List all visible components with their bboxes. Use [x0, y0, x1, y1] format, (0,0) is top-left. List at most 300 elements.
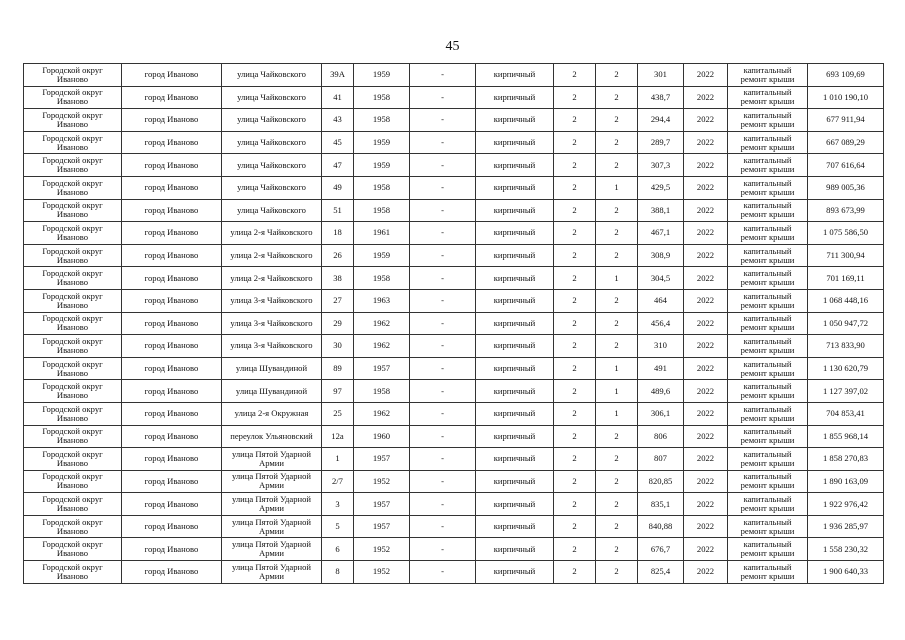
district-cell: Городской округ Иваново	[24, 470, 122, 493]
district-cell: Городской округ Иваново	[24, 244, 122, 267]
empty-value-cell: -	[410, 425, 476, 448]
wall-material-cell: кирпичный	[476, 109, 554, 132]
street-cell: улица Чайковского	[222, 109, 322, 132]
entrances-cell: 2	[596, 561, 638, 584]
plan-year-cell: 2022	[684, 64, 728, 87]
floors-cell: 2	[554, 154, 596, 177]
plan-year-cell: 2022	[684, 199, 728, 222]
work-type-cell: капитальный ремонт крыши	[728, 289, 808, 312]
district-cell: Городской округ Иваново	[24, 86, 122, 109]
plan-year-cell: 2022	[684, 561, 728, 584]
wall-material-cell: кирпичный	[476, 561, 554, 584]
build-year-cell: 1963	[354, 289, 410, 312]
floors-cell: 2	[554, 64, 596, 87]
house-number-cell: 49	[322, 176, 354, 199]
area-cell: 304,5	[638, 267, 684, 290]
floors-cell: 2	[554, 470, 596, 493]
street-cell: улица Шувандиной	[222, 357, 322, 380]
street-cell: улица Чайковского	[222, 64, 322, 87]
area-cell: 289,7	[638, 131, 684, 154]
entrances-cell: 1	[596, 176, 638, 199]
floors-cell: 2	[554, 425, 596, 448]
empty-value-cell: -	[410, 222, 476, 245]
empty-value-cell: -	[410, 289, 476, 312]
table-row	[24, 538, 884, 561]
plan-year-cell: 2022	[684, 357, 728, 380]
area-cell: 301	[638, 64, 684, 87]
entrances-cell: 2	[596, 131, 638, 154]
floors-cell: 2	[554, 176, 596, 199]
table-row	[24, 131, 884, 154]
area-cell: 489,6	[638, 380, 684, 403]
city-cell: город Иваново	[122, 267, 222, 290]
work-type-cell: капитальный ремонт крыши	[728, 515, 808, 538]
street-cell: улица Чайковского	[222, 176, 322, 199]
build-year-cell: 1958	[354, 380, 410, 403]
table-row	[24, 64, 884, 87]
house-number-cell: 97	[322, 380, 354, 403]
empty-value-cell: -	[410, 154, 476, 177]
entrances-cell: 2	[596, 425, 638, 448]
work-type-cell: капитальный ремонт крыши	[728, 109, 808, 132]
wall-material-cell: кирпичный	[476, 267, 554, 290]
entrances-cell: 1	[596, 267, 638, 290]
work-type-cell: капитальный ремонт крыши	[728, 222, 808, 245]
area-cell: 306,1	[638, 402, 684, 425]
district-cell: Городской округ Иваново	[24, 402, 122, 425]
build-year-cell: 1957	[354, 357, 410, 380]
cost-cell: 1 855 968,14	[808, 425, 884, 448]
wall-material-cell: кирпичный	[476, 357, 554, 380]
wall-material-cell: кирпичный	[476, 154, 554, 177]
plan-year-cell: 2022	[684, 289, 728, 312]
house-number-cell: 27	[322, 289, 354, 312]
floors-cell: 2	[554, 357, 596, 380]
plan-year-cell: 2022	[684, 312, 728, 335]
district-cell: Городской округ Иваново	[24, 109, 122, 132]
entrances-cell: 2	[596, 222, 638, 245]
floors-cell: 2	[554, 402, 596, 425]
area-cell: 310	[638, 335, 684, 358]
wall-material-cell: кирпичный	[476, 515, 554, 538]
house-number-cell: 2/7	[322, 470, 354, 493]
district-cell: Городской округ Иваново	[24, 561, 122, 584]
entrances-cell: 2	[596, 154, 638, 177]
build-year-cell: 1958	[354, 199, 410, 222]
work-type-cell: капитальный ремонт крыши	[728, 199, 808, 222]
city-cell: город Иваново	[122, 86, 222, 109]
cost-cell: 1 068 448,16	[808, 289, 884, 312]
floors-cell: 2	[554, 538, 596, 561]
table-body	[24, 64, 884, 584]
entrances-cell: 2	[596, 448, 638, 471]
house-number-cell: 1	[322, 448, 354, 471]
cost-cell: 704 853,41	[808, 402, 884, 425]
table-row	[24, 470, 884, 493]
floors-cell: 2	[554, 86, 596, 109]
table-row	[24, 561, 884, 584]
plan-year-cell: 2022	[684, 109, 728, 132]
city-cell: город Иваново	[122, 244, 222, 267]
cost-cell: 893 673,99	[808, 199, 884, 222]
build-year-cell: 1959	[354, 244, 410, 267]
entrances-cell: 2	[596, 493, 638, 516]
city-cell: город Иваново	[122, 448, 222, 471]
work-type-cell: капитальный ремонт крыши	[728, 380, 808, 403]
empty-value-cell: -	[410, 109, 476, 132]
table-row	[24, 176, 884, 199]
district-cell: Городской округ Иваново	[24, 176, 122, 199]
house-number-cell: 6	[322, 538, 354, 561]
plan-year-cell: 2022	[684, 176, 728, 199]
wall-material-cell: кирпичный	[476, 470, 554, 493]
entrances-cell: 2	[596, 312, 638, 335]
empty-value-cell: -	[410, 131, 476, 154]
house-number-cell: 25	[322, 402, 354, 425]
work-type-cell: капитальный ремонт крыши	[728, 86, 808, 109]
build-year-cell: 1952	[354, 470, 410, 493]
cost-cell: 1 010 190,10	[808, 86, 884, 109]
empty-value-cell: -	[410, 244, 476, 267]
build-year-cell: 1959	[354, 131, 410, 154]
build-year-cell: 1962	[354, 335, 410, 358]
area-cell: 840,88	[638, 515, 684, 538]
city-cell: город Иваново	[122, 561, 222, 584]
city-cell: город Иваново	[122, 109, 222, 132]
floors-cell: 2	[554, 312, 596, 335]
floors-cell: 2	[554, 109, 596, 132]
floors-cell: 2	[554, 561, 596, 584]
plan-year-cell: 2022	[684, 131, 728, 154]
floors-cell: 2	[554, 289, 596, 312]
floors-cell: 2	[554, 335, 596, 358]
empty-value-cell: -	[410, 470, 476, 493]
area-cell: 676,7	[638, 538, 684, 561]
street-cell: улица Чайковского	[222, 154, 322, 177]
floors-cell: 2	[554, 222, 596, 245]
district-cell: Городской округ Иваново	[24, 312, 122, 335]
work-type-cell: капитальный ремонт крыши	[728, 538, 808, 561]
build-year-cell: 1957	[354, 515, 410, 538]
street-cell: улица Пятой Ударной Армии	[222, 448, 322, 471]
wall-material-cell: кирпичный	[476, 380, 554, 403]
city-cell: город Иваново	[122, 425, 222, 448]
district-cell: Городской округ Иваново	[24, 267, 122, 290]
street-cell: улица Чайковского	[222, 86, 322, 109]
wall-material-cell: кирпичный	[476, 176, 554, 199]
plan-year-cell: 2022	[684, 335, 728, 358]
wall-material-cell: кирпичный	[476, 222, 554, 245]
cost-cell: 1 130 620,79	[808, 357, 884, 380]
build-year-cell: 1962	[354, 402, 410, 425]
area-cell: 825,4	[638, 561, 684, 584]
work-type-cell: капитальный ремонт крыши	[728, 335, 808, 358]
empty-value-cell: -	[410, 357, 476, 380]
city-cell: город Иваново	[122, 515, 222, 538]
cost-cell: 989 005,36	[808, 176, 884, 199]
plan-year-cell: 2022	[684, 86, 728, 109]
city-cell: город Иваново	[122, 493, 222, 516]
wall-material-cell: кирпичный	[476, 199, 554, 222]
area-cell: 820,85	[638, 470, 684, 493]
wall-material-cell: кирпичный	[476, 425, 554, 448]
area-cell: 308,9	[638, 244, 684, 267]
cost-cell: 701 169,11	[808, 267, 884, 290]
district-cell: Городской округ Иваново	[24, 222, 122, 245]
plan-year-cell: 2022	[684, 154, 728, 177]
floors-cell: 2	[554, 493, 596, 516]
table-row	[24, 448, 884, 471]
work-type-cell: капитальный ремонт крыши	[728, 131, 808, 154]
floors-cell: 2	[554, 244, 596, 267]
floors-cell: 2	[554, 131, 596, 154]
city-cell: город Иваново	[122, 402, 222, 425]
page-number: 45	[445, 39, 460, 54]
city-cell: город Иваново	[122, 357, 222, 380]
table-row	[24, 86, 884, 109]
table-row	[24, 425, 884, 448]
street-cell: улица 3-я Чайковского	[222, 335, 322, 358]
work-type-cell: капитальный ремонт крыши	[728, 425, 808, 448]
street-cell: улица 2-я Окружная	[222, 402, 322, 425]
city-cell: город Иваново	[122, 312, 222, 335]
city-cell: город Иваново	[122, 154, 222, 177]
city-cell: город Иваново	[122, 470, 222, 493]
house-number-cell: 39А	[322, 64, 354, 87]
plan-year-cell: 2022	[684, 222, 728, 245]
street-cell: улица Пятой Ударной Армии	[222, 515, 322, 538]
work-type-cell: капитальный ремонт крыши	[728, 244, 808, 267]
wall-material-cell: кирпичный	[476, 289, 554, 312]
city-cell: город Иваново	[122, 538, 222, 561]
city-cell: город Иваново	[122, 176, 222, 199]
house-number-cell: 30	[322, 335, 354, 358]
wall-material-cell: кирпичный	[476, 448, 554, 471]
street-cell: улица Пятой Ударной Армии	[222, 561, 322, 584]
build-year-cell: 1957	[354, 448, 410, 471]
empty-value-cell: -	[410, 380, 476, 403]
cost-cell: 711 300,94	[808, 244, 884, 267]
build-year-cell: 1961	[354, 222, 410, 245]
area-cell: 388,1	[638, 199, 684, 222]
empty-value-cell: -	[410, 493, 476, 516]
wall-material-cell: кирпичный	[476, 86, 554, 109]
district-cell: Городской округ Иваново	[24, 335, 122, 358]
cost-cell: 713 833,90	[808, 335, 884, 358]
street-cell: улица 2-я Чайковского	[222, 244, 322, 267]
empty-value-cell: -	[410, 448, 476, 471]
house-number-cell: 45	[322, 131, 354, 154]
city-cell: город Иваново	[122, 131, 222, 154]
build-year-cell: 1958	[354, 267, 410, 290]
wall-material-cell: кирпичный	[476, 335, 554, 358]
street-cell: улица Чайковского	[222, 131, 322, 154]
plan-year-cell: 2022	[684, 493, 728, 516]
house-number-cell: 18	[322, 222, 354, 245]
street-cell: улица 2-я Чайковского	[222, 222, 322, 245]
table-row	[24, 267, 884, 290]
build-year-cell: 1957	[354, 493, 410, 516]
table-row	[24, 515, 884, 538]
entrances-cell: 2	[596, 86, 638, 109]
entrances-cell: 2	[596, 109, 638, 132]
table-row	[24, 335, 884, 358]
table-row	[24, 109, 884, 132]
house-number-cell: 8	[322, 561, 354, 584]
area-cell: 456,4	[638, 312, 684, 335]
plan-year-cell: 2022	[684, 538, 728, 561]
cost-cell: 693 109,69	[808, 64, 884, 87]
floors-cell: 2	[554, 267, 596, 290]
table-row	[24, 357, 884, 380]
area-cell: 438,7	[638, 86, 684, 109]
house-number-cell: 51	[322, 199, 354, 222]
street-cell: улица Пятой Ударной Армии	[222, 470, 322, 493]
work-type-cell: капитальный ремонт крыши	[728, 312, 808, 335]
district-cell: Городской округ Иваново	[24, 448, 122, 471]
cost-cell: 1 050 947,72	[808, 312, 884, 335]
street-cell: улица Пятой Ударной Армии	[222, 493, 322, 516]
city-cell: город Иваново	[122, 222, 222, 245]
house-number-cell: 12а	[322, 425, 354, 448]
build-year-cell: 1960	[354, 425, 410, 448]
district-cell: Городской округ Иваново	[24, 515, 122, 538]
street-cell: улица 3-я Чайковского	[222, 289, 322, 312]
street-cell: улица Пятой Ударной Армии	[222, 538, 322, 561]
empty-value-cell: -	[410, 267, 476, 290]
build-year-cell: 1959	[354, 154, 410, 177]
plan-year-cell: 2022	[684, 448, 728, 471]
entrances-cell: 2	[596, 515, 638, 538]
district-cell: Городской округ Иваново	[24, 493, 122, 516]
wall-material-cell: кирпичный	[476, 493, 554, 516]
wall-material-cell: кирпичный	[476, 402, 554, 425]
floors-cell: 2	[554, 380, 596, 403]
area-cell: 464	[638, 289, 684, 312]
cost-cell: 1 922 976,42	[808, 493, 884, 516]
entrances-cell: 2	[596, 199, 638, 222]
table-row	[24, 244, 884, 267]
table-row	[24, 154, 884, 177]
empty-value-cell: -	[410, 561, 476, 584]
plan-year-cell: 2022	[684, 380, 728, 403]
work-type-cell: капитальный ремонт крыши	[728, 176, 808, 199]
entrances-cell: 2	[596, 289, 638, 312]
work-type-cell: капитальный ремонт крыши	[728, 64, 808, 87]
table-row	[24, 380, 884, 403]
cost-cell: 1 900 640,33	[808, 561, 884, 584]
city-cell: город Иваново	[122, 199, 222, 222]
build-year-cell: 1962	[354, 312, 410, 335]
cost-cell: 1 890 163,09	[808, 470, 884, 493]
table-row	[24, 289, 884, 312]
empty-value-cell: -	[410, 64, 476, 87]
work-type-cell: капитальный ремонт крыши	[728, 267, 808, 290]
plan-year-cell: 2022	[684, 425, 728, 448]
entrances-cell: 1	[596, 380, 638, 403]
area-cell: 294,4	[638, 109, 684, 132]
city-cell: город Иваново	[122, 64, 222, 87]
house-number-cell: 43	[322, 109, 354, 132]
plan-year-cell: 2022	[684, 470, 728, 493]
entrances-cell: 2	[596, 335, 638, 358]
empty-value-cell: -	[410, 199, 476, 222]
district-cell: Городской округ Иваново	[24, 131, 122, 154]
wall-material-cell: кирпичный	[476, 64, 554, 87]
area-cell: 807	[638, 448, 684, 471]
district-cell: Городской округ Иваново	[24, 289, 122, 312]
house-number-cell: 3	[322, 493, 354, 516]
wall-material-cell: кирпичный	[476, 312, 554, 335]
floors-cell: 2	[554, 199, 596, 222]
house-number-cell: 47	[322, 154, 354, 177]
build-year-cell: 1952	[354, 538, 410, 561]
district-cell: Городской округ Иваново	[24, 380, 122, 403]
plan-year-cell: 2022	[684, 402, 728, 425]
area-cell: 806	[638, 425, 684, 448]
plan-year-cell: 2022	[684, 515, 728, 538]
work-type-cell: капитальный ремонт крыши	[728, 470, 808, 493]
work-type-cell: капитальный ремонт крыши	[728, 493, 808, 516]
area-cell: 835,1	[638, 493, 684, 516]
entrances-cell: 2	[596, 538, 638, 561]
house-number-cell: 89	[322, 357, 354, 380]
entrances-cell: 1	[596, 357, 638, 380]
work-type-cell: капитальный ремонт крыши	[728, 561, 808, 584]
district-cell: Городской округ Иваново	[24, 357, 122, 380]
work-type-cell: капитальный ремонт крыши	[728, 448, 808, 471]
cost-cell: 667 089,29	[808, 131, 884, 154]
cost-cell: 1 858 270,83	[808, 448, 884, 471]
area-cell: 429,5	[638, 176, 684, 199]
district-cell: Городской округ Иваново	[24, 425, 122, 448]
wall-material-cell: кирпичный	[476, 244, 554, 267]
district-cell: Городской округ Иваново	[24, 538, 122, 561]
district-cell: Городской округ Иваново	[24, 64, 122, 87]
entrances-cell: 2	[596, 244, 638, 267]
work-type-cell: капитальный ремонт крыши	[728, 402, 808, 425]
wall-material-cell: кирпичный	[476, 131, 554, 154]
area-cell: 491	[638, 357, 684, 380]
build-year-cell: 1952	[354, 561, 410, 584]
plan-year-cell: 2022	[684, 267, 728, 290]
street-cell: улица Чайковского	[222, 199, 322, 222]
floors-cell: 2	[554, 448, 596, 471]
empty-value-cell: -	[410, 86, 476, 109]
house-number-cell: 41	[322, 86, 354, 109]
cost-cell: 1 075 586,50	[808, 222, 884, 245]
entrances-cell: 2	[596, 470, 638, 493]
house-number-cell: 5	[322, 515, 354, 538]
district-cell: Городской округ Иваново	[24, 199, 122, 222]
street-cell: улица 3-я Чайковского	[222, 312, 322, 335]
house-number-cell: 26	[322, 244, 354, 267]
empty-value-cell: -	[410, 312, 476, 335]
table-row	[24, 493, 884, 516]
cost-cell: 677 911,94	[808, 109, 884, 132]
table-row	[24, 402, 884, 425]
table-row	[24, 199, 884, 222]
houses-table	[23, 63, 884, 584]
street-cell: улица 2-я Чайковского	[222, 267, 322, 290]
empty-value-cell: -	[410, 538, 476, 561]
build-year-cell: 1958	[354, 176, 410, 199]
city-cell: город Иваново	[122, 335, 222, 358]
wall-material-cell: кирпичный	[476, 538, 554, 561]
street-cell: переулок Ульяновский	[222, 425, 322, 448]
work-type-cell: капитальный ремонт крыши	[728, 357, 808, 380]
work-type-cell: капитальный ремонт крыши	[728, 154, 808, 177]
